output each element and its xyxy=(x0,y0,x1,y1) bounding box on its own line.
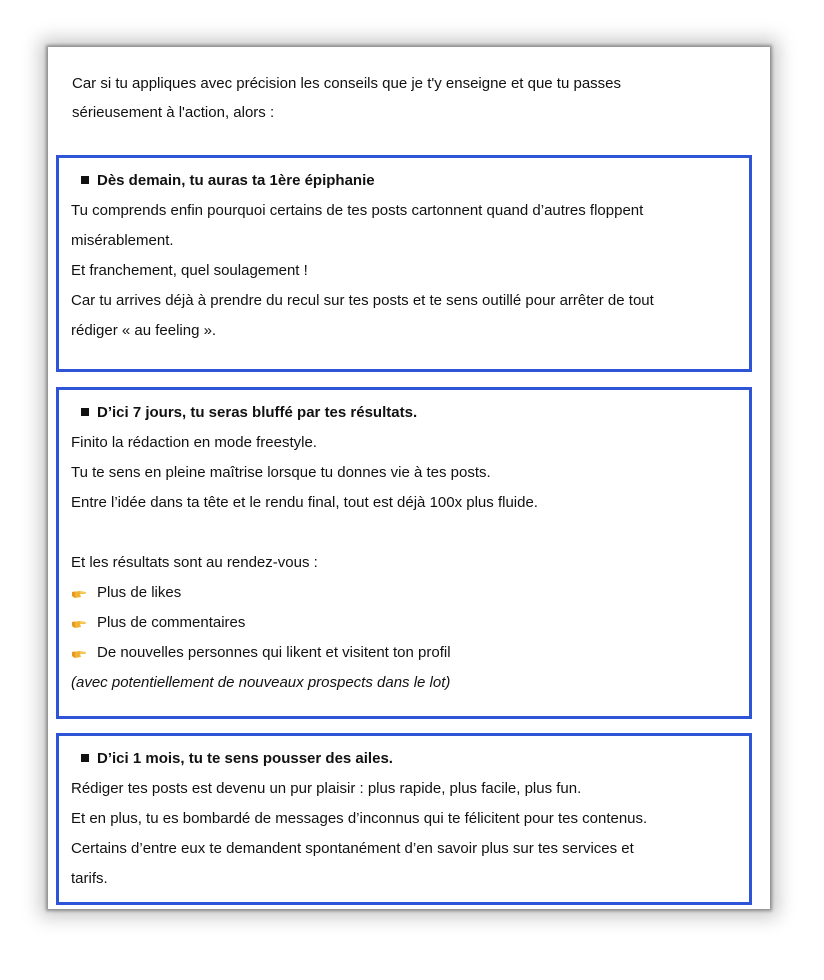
section-one-month-line-1: Rédiger tes posts est devenu un pur plaisir : plus rapide, plus facile, plus fun. xyxy=(71,780,582,797)
results-intro: Et les résultats sont au rendez-vous : xyxy=(71,554,318,571)
pointing-hand-icon xyxy=(71,586,87,600)
section-one-month-line-3: Certains d’entre eux te demandent spontanément d’en savoir plus sur tes services et xyxy=(71,840,634,857)
black-square-icon xyxy=(81,754,89,762)
section-seven-days xyxy=(56,387,752,719)
bullet-comments-text: Plus de commentaires xyxy=(97,614,246,631)
section-tomorrow-line-3: Et franchement, quel soulagement ! xyxy=(71,262,308,279)
section-tomorrow-title xyxy=(71,166,749,196)
intro-line-2: sérieusement à l'action, alors : xyxy=(72,104,275,121)
black-square-icon xyxy=(81,176,89,184)
section-tomorrow xyxy=(56,155,752,372)
section-tomorrow-title-text: Dès demain, tu auras ta 1ère épiphanie xyxy=(97,172,375,189)
bullet-likes xyxy=(71,578,749,608)
section-one-month-title xyxy=(71,744,749,774)
bullet-new-people xyxy=(71,638,749,668)
content-card xyxy=(48,47,770,909)
section-tomorrow-line-4: Car tu arrives déjà à prendre du recul sur tes posts et te sens outillé pour arrêter de tout xyxy=(71,292,654,309)
section-seven-days-line-1: Finito la rédaction en mode freestyle. xyxy=(71,434,317,451)
section-one-month-title-text: D’ici 1 mois, tu te sens pousser des ailes. xyxy=(97,750,393,767)
black-square-icon xyxy=(81,408,89,416)
intro-line-1: Car si tu appliques avec précision les conseils que je t'y enseigne et que tu passes xyxy=(72,75,622,92)
section-one-month-line-2: Et en plus, tu es bombardé de messages d’inconnus qui te félicitent pour tes contenus. xyxy=(71,810,648,827)
pointing-hand-icon xyxy=(71,646,87,660)
section-tomorrow-line-5: rédiger « au feeling ». xyxy=(71,322,217,339)
bullet-likes-text: Plus de likes xyxy=(97,584,182,601)
section-tomorrow-line-1: Tu comprends enfin pourquoi certains de tes posts cartonnent quand d’autres floppent xyxy=(71,202,644,219)
blank-line xyxy=(71,518,749,548)
section-seven-days-title xyxy=(71,398,749,428)
intro-paragraph xyxy=(72,69,744,127)
section-tomorrow-line-2: misérablement. xyxy=(71,232,174,249)
bullet-new-people-text: De nouvelles personnes qui likent et visitent ton profil xyxy=(97,644,451,661)
bullet-comments xyxy=(71,608,749,638)
prospects-note: (avec potentiellement de nouveaux prospects dans le lot) xyxy=(71,674,451,691)
section-seven-days-title-text: D’ici 7 jours, tu seras bluffé par tes résultats. xyxy=(97,404,418,421)
section-seven-days-line-2: Tu te sens en pleine maîtrise lorsque tu donnes vie à tes posts. xyxy=(71,464,491,481)
section-seven-days-line-3: Entre l’idée dans ta tête et le rendu final, tout est déjà 100x plus fluide. xyxy=(71,494,538,511)
pointing-hand-icon xyxy=(71,616,87,630)
section-one-month xyxy=(56,733,752,905)
section-one-month-line-4: tarifs. xyxy=(71,870,108,887)
